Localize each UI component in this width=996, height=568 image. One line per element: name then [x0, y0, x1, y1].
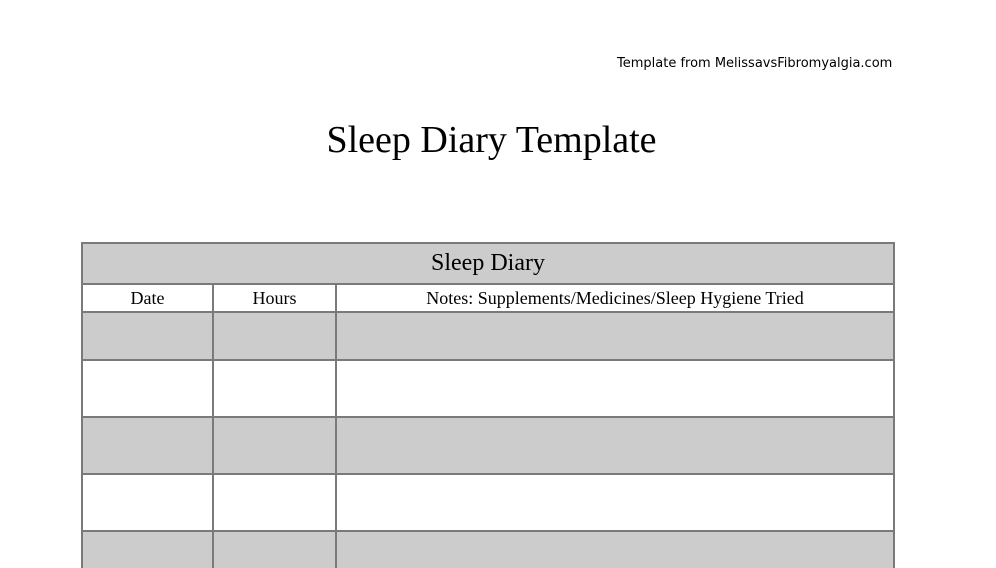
page-title: Sleep Diary Template	[326, 119, 657, 161]
hours-cell[interactable]	[213, 360, 336, 417]
notes-cell[interactable]	[336, 360, 894, 417]
sleep-diary-table	[81, 242, 895, 568]
table-row	[82, 474, 894, 531]
table-row	[82, 531, 894, 568]
hours-cell[interactable]	[213, 531, 336, 568]
date-cell[interactable]	[82, 312, 213, 360]
hours-cell[interactable]	[213, 474, 336, 531]
notes-cell[interactable]	[336, 474, 894, 531]
notes-cell[interactable]	[336, 312, 894, 360]
table-row	[82, 360, 894, 417]
column-header-date: Date	[82, 284, 213, 312]
template-credit: Template from MelissavsFibromyalgia.com	[617, 56, 893, 71]
date-cell[interactable]	[82, 474, 213, 531]
hours-cell[interactable]	[213, 417, 336, 474]
table-caption-row	[82, 243, 894, 284]
date-cell[interactable]	[82, 360, 213, 417]
table-header-row	[82, 284, 894, 312]
date-cell[interactable]	[82, 531, 213, 568]
notes-cell[interactable]	[336, 531, 894, 568]
table-row	[82, 312, 894, 360]
table-caption: Sleep Diary	[82, 243, 894, 284]
column-header-notes: Notes: Supplements/Medicines/Sleep Hygiene Tried	[336, 284, 894, 312]
notes-cell[interactable]	[336, 417, 894, 474]
date-cell[interactable]	[82, 417, 213, 474]
column-header-hours: Hours	[213, 284, 336, 312]
hours-cell[interactable]	[213, 312, 336, 360]
table-row	[82, 417, 894, 474]
